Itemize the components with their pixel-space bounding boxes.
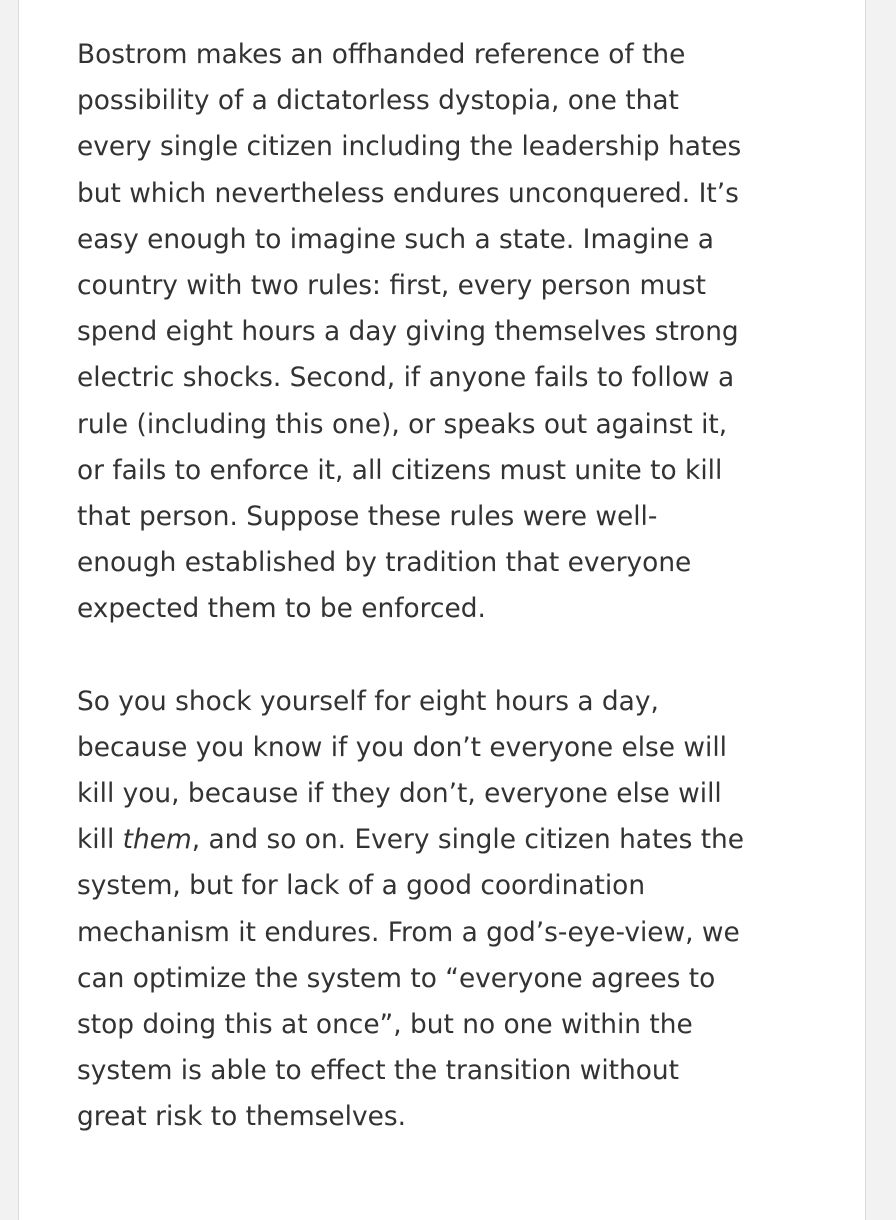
paragraph-text-start: So you shock yourself for eight hours a day, because you know if you don’t everyone else will kill you, because if they don’t, everyone else will kill: [77, 685, 727, 856]
emphasized-word: them: [122, 824, 192, 856]
article-body: [77, 32, 857, 1141]
paragraph-dictatorless-dystopia: Bostrom makes an offhanded reference of the possibility of a dictatorless dystopia, one that every single citizen including the leadership hates but which nevertheless endures unconquered. It’s easy enough to imagine such a state. Imagine a country with two rules: first, every person must spend eight hours a day giving themselves strong electric shocks. Second, if anyone fails to follow a rule (including this one), or speaks out against it, or fails to enforce it, all citizens must unite to kill that person. Suppose these rules were well- enough established by tradition that everyone expected them to be enforced.: [77, 39, 742, 625]
paragraph-coordination-problem: [77, 679, 857, 1141]
article-page: [18, 0, 866, 1220]
paragraph-text-end: , and so on. Every single citizen hates the system, but for lack of a good coordination mechanism it endures. From a god’s-eye-view, we can optimize the system to “everyone agrees to stop doing this at once”, but no one within the system is able to effect the transition without great risk to themselves.: [77, 824, 745, 1133]
